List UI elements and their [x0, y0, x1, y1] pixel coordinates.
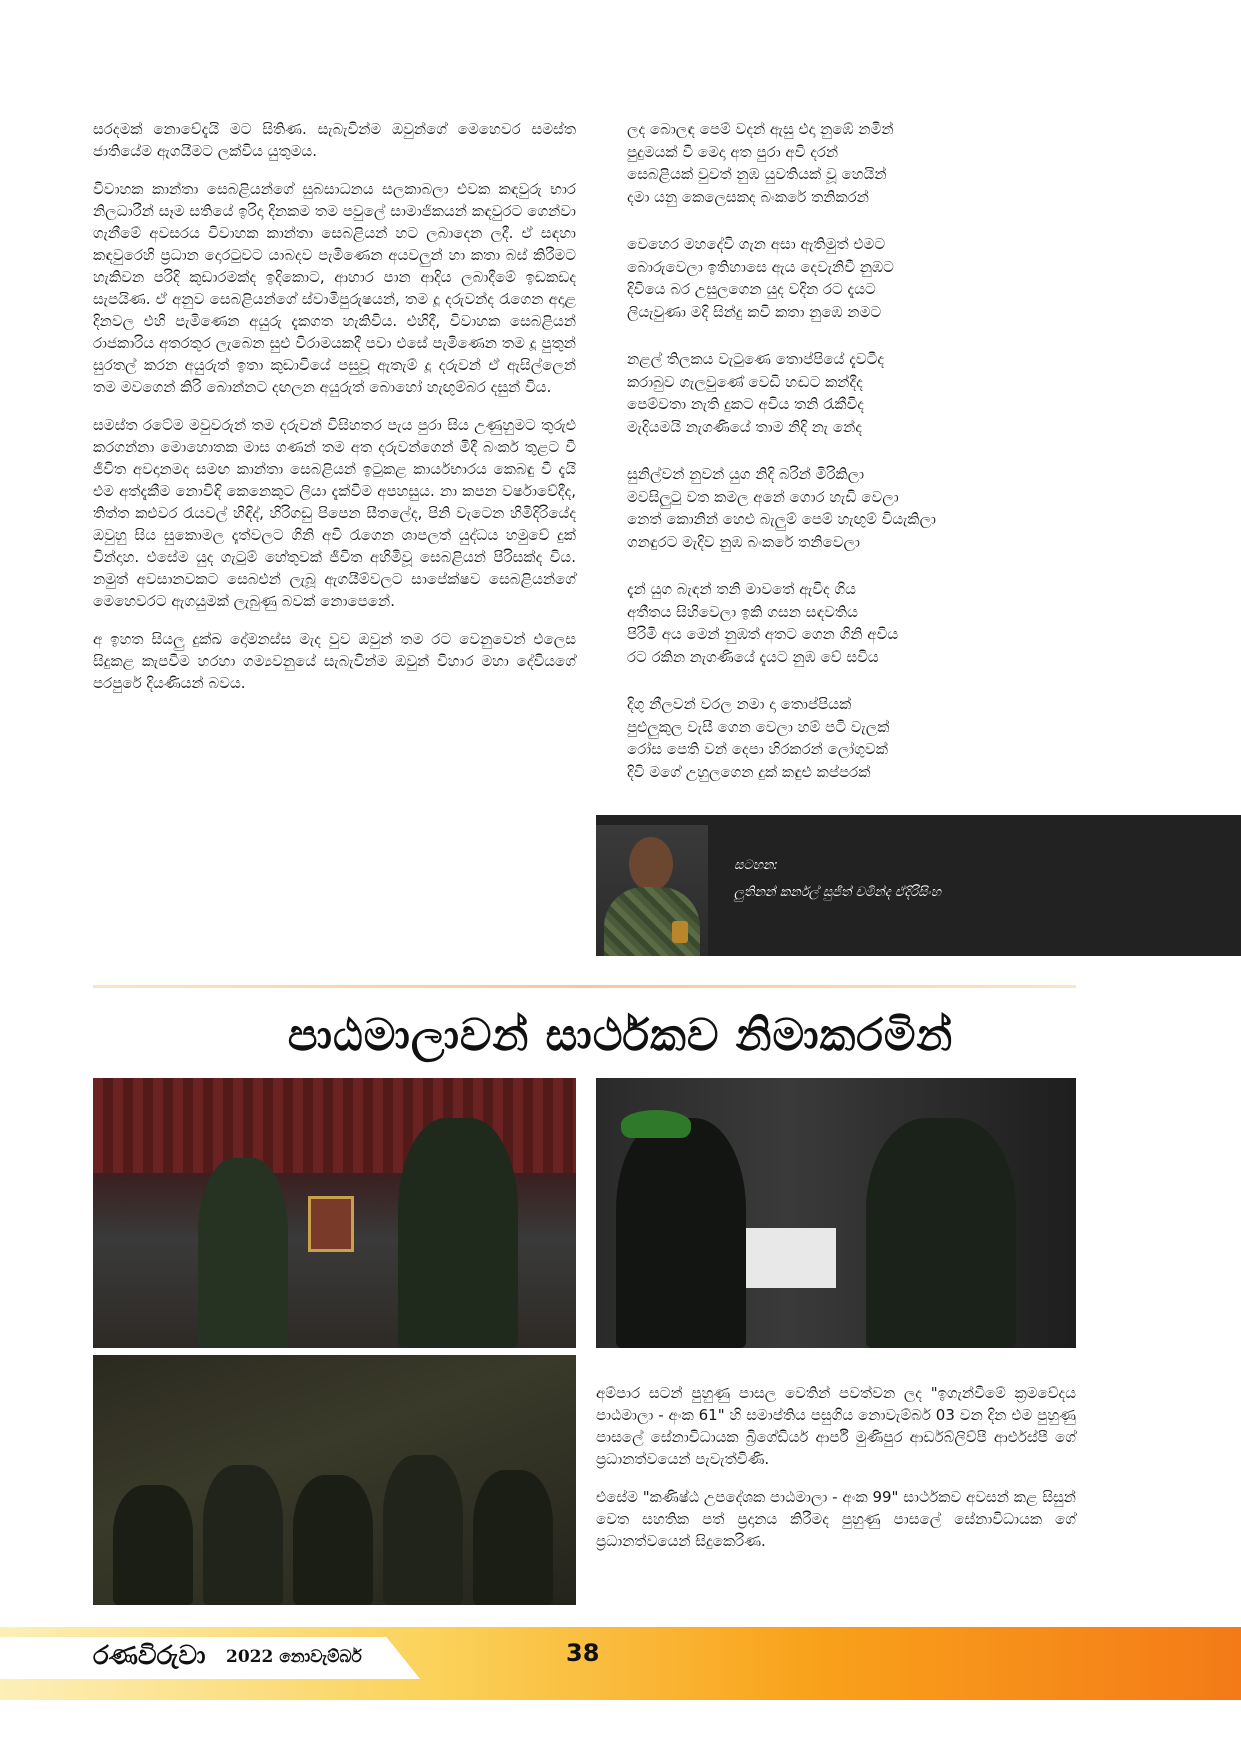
section-headline: පාඨමාලාවන් සාර්ථකව නිමාකරමින් — [287, 1010, 954, 1061]
author-photo-head — [629, 837, 673, 891]
article-paragraph: සමස්ත රටේම මවුවරුන් තම දරුවන් විසිහතර පැය පුරා සිය උණුහුමට තුරුළු කරගන්නා මොහොතක මාස ගණන් තම අත දරුවන්ගෙන් මිදී බංකර් තුළට වී ජීවිත අවදානමද සමඟ කාන්තා සෙබළියන් ඉටුකළ කාර්යභාරය කෙබඳු වී දැයි එම අත්දැකීම නොවිඳි කෙනෙකුට ලියා දැක්වීම අපහසුය. නා කපන වර්ෂාවේදීද, තිත්ත කළුවර රැයවල් හිඳිද්, හිරිගඩු පිපෙන සීතලේද, පිනි වැටෙන හිමිදිරියේද ඔවුහු සිය සුකොමල දෑත්වලට ගිනි අවි රැගෙන ශාපලත් යුද්ධය හමුවේ දුක් වින්දාහ. එසේම යුද ගැටුම් හේතුවක් ජීවිත අහිමිවූ සෙබළියන් පිරිසක්ද විය. නමුත් අවසානවකට සෙබළුන් ලැබූ ඇගයීම්වලට සාපේක්ෂව සෙබළියන්ගේ මෙහෙවරට ඇගයුමක් ලැබුණු බවක් නොපෙනේ. — [93, 416, 576, 610]
poem-line: අතීතය සිහිවෙලා ඉකි ගසන සඳවතිය — [627, 602, 858, 621]
photo-audience-member — [473, 1470, 553, 1605]
poem-line: වෙහෙර මහදේවි ගැන අසා ඇතිමුත් එමට — [627, 235, 886, 253]
photo-audience-member — [293, 1475, 373, 1605]
poem-line: නෙත් කොනින් හෙළු බැලුම් පෙම් හැඟුම් වියැකිලා — [627, 510, 936, 528]
poem-line: දැන් යුග බැඳන් තනි මාවතේ ඇවිද ගිය — [627, 580, 856, 598]
poem-line: සෙබළියක් වුවත් නුඹ යුවතියක් වූ හෙයින් — [627, 165, 887, 183]
photo-figure-officer — [398, 1118, 518, 1348]
poem-line: රට රකින නැගණියේ දැයට නුඹ වේ සවිය — [627, 647, 879, 666]
poem-line: දිවියෙ බර උසුලගෙන යුද වදින රට දැයට — [627, 280, 876, 298]
poem-line: රෝස පෙති වන් දෙපා හිරකරන් ලෝගුවක් — [627, 740, 888, 758]
photo-audience-member — [113, 1485, 193, 1605]
author-label: සටහන: — [734, 858, 778, 873]
article-paragraph: විවාහක කාන්තා සෙබළියන්ගේ සුබසාධනය සලකාබලා එවක කඳවුරු භාර නිලධාරීන් සෑම සතියේ ඉරිදා දිනකම තම පවුලේ සාමාජිකයන් කඳවුරට ගෙන්වා ගැනීමේ අවසරය විවාහක කාන්තා සෙබළියන් හට ලබාදෙන ලදී. ඒ සඳහා කඳවුරෙහි ප්‍රධාන දොරටුවට යාබදව පැමිණෙන අයවලුන් හා කතා බස් කිරීමට හැකිවන පරිදි කුඩාරමක්ද ඉදිකොට, ආහාර පාන ආදිය ලබාදීමේ ඉඩකඩද සැපයිණ. ඒ අනුව සෙබළියන්ගේ ස්වාමිපුරුෂයන්, තම දූ දරුවන්ද රැගෙන අදාළ දිනවල එහි පැමිණෙන අයුරු දැකගත හැකිවිය. එහිදී, විවාහක සෙබළියන් රාජකාරිය අතරතුර ලැබෙන සුළු විරාමයකදී පවා එසේ පැමිණෙන තම දූ පුතුන් සුරතල් කරන අයුරුත් ඉතා කුඩාවියේ පසුවූ ඇතැම් දූ දරුවන් ඒ ඇසිල්ලෙන් තම මවගෙන් කිරි බොන්නට දඟලන අයුරුත් බොහෝ හැඟුම්බර දසුන් විය. — [93, 180, 576, 396]
poem-stanza — [627, 233, 1067, 323]
poem-stanza — [627, 463, 1067, 553]
caption-paragraph: අම්පාර සටන් පුහුණු පාසල වෙතින් පවත්වන ලද "ඉගැන්වීමේ ක්‍රමවේදය පාඨමාලා - අංක 61" හි සමාප්තිය පසුගිය නොවැම්බර් 03 වන දින එම පුහුණු පාසලේ සේනාවිධායක බ්‍රිගේඩියර් ආර්පී මුණිපුර ආර්ඩබ්ලිව්පී ආර්එස්පී ගේ ප්‍රධානත්වයෙන් පැවැත්විණි. — [596, 1384, 1076, 1468]
poem-line: මැදියමයි නැගණියේ තාම නිදි නැ නේද — [627, 417, 862, 436]
magazine-brand: රණවිරුවා — [93, 1641, 206, 1671]
page-number: 38 — [566, 1639, 600, 1667]
poem-line: දිවි මගේ උහුලගෙන දුක් කඳුළු කප්පරක් — [627, 762, 871, 781]
photo-audience-member — [203, 1465, 283, 1605]
photo-caption — [596, 1382, 1076, 1568]
poem-line: සුනිල්වන් නුවන් යුග නිදි බරින් මිරිකිලා — [627, 465, 865, 483]
article-paragraph: අ ඉහත සියලු දුක්ඛ දෝමනස්ස මැද වුව ඔවුන් තම රට වෙනුවෙන් එලෙස සිදුකළ කැපවීම හරහා ගම්‍යවනුයේ සැබැවින්ම ඔවුන් විහාර මහා දේවියගේ පරපුරේ දියණියන් බවය. — [93, 630, 576, 692]
poem-line: බොරුවෙලා ඉතිහාසෙ ඇය දෙවැනිවී නුඹට — [627, 257, 894, 276]
photo-plaque — [308, 1196, 354, 1252]
author-credit-band — [596, 815, 1241, 956]
photo-figure-student — [616, 1118, 746, 1348]
poem-stanza — [627, 348, 1067, 438]
poem-line: පුදුමයක් වී මෙදා අත පුරා අවි දරන් — [627, 142, 839, 161]
photo-audience-member — [383, 1455, 463, 1605]
photo-audience — [93, 1355, 576, 1605]
article-paragraph: සරදමක් නොවේදැයි මට සිතිණ. සැබැවින්ම ඔවුන්ගේ මෙහෙවර සමස්ත ජාතියේම ඇගයීමට ලක්විය යුතුමය. — [93, 120, 576, 160]
poem-line: නළල් තිලකය වැටුණෙ තොප්පියේ දැවටීද — [627, 350, 885, 368]
poem-line: මවසිලුටු වත කමල අනේ ගොර හැඩි වෙලා — [627, 487, 899, 506]
photo-green-beret — [621, 1110, 691, 1138]
author-photo-badge — [672, 921, 688, 943]
page-footer — [0, 1627, 1241, 1700]
poem-stanza — [627, 693, 1067, 783]
author-photo — [596, 825, 708, 956]
photo-figure-recipient — [198, 1158, 288, 1348]
poem-line: කරාබුව ගැලවුණේ වෙඩි හඬට කන්දීද — [627, 372, 863, 391]
poem — [627, 118, 1067, 808]
poem-line: ගනඳුරට මැදිව නුඹ බංකරේ තනිවෙලා — [627, 532, 860, 551]
poem-line: පුළුලුකුල වැසී ගෙන වෙලා හම් පටි වැලක් — [627, 717, 890, 736]
poem-line: දමා යනු කෙලෙසකද බංකරේ තනිකරන් — [627, 187, 869, 206]
caption-paragraph: එසේම "කණිෂ්ඨ උපදේශක පාඨමාලා - අංක 99" සාර්ථකව අවසන් කළ සිසුන් වෙත සහතික පත් ප්‍රදානය කිරීමද පුහුණු පාසලේ සේනාවිධායක ගේ ප්‍රධානත්වයෙන් සිදුකෙරිණ. — [596, 1488, 1076, 1550]
poem-stanza — [627, 578, 1067, 668]
photo-figure-officer — [866, 1118, 1016, 1348]
poem-line: දිගු නීලවන් වරල නමා දා තොප්පියක් — [627, 695, 852, 713]
poem-stanza — [627, 118, 1067, 208]
section-divider — [93, 985, 1076, 988]
photo-award-presentation — [93, 1078, 576, 1348]
poem-line: පෙම්වතා නැති දුකට අවිය තනි රැකීවිද — [627, 395, 864, 413]
article-left-column — [93, 118, 576, 710]
poem-line: ලද බොලඳ පෙම් වදන් ඇසු එදා නුඹේ නමින් — [627, 120, 894, 138]
issue-date: 2022 නොවැම්බර් — [226, 1647, 362, 1667]
author-name: ලුතිනන් කර්නල් සුජිත් චමින්ද ඒදිරිසිංහ — [734, 885, 941, 900]
photo-certificate — [746, 1228, 836, 1288]
poem-line: ලියැවුණා මදි සින්දු කවි කතා නුඹෙ නමට — [627, 302, 882, 321]
photo-certificate-presentation — [596, 1078, 1076, 1348]
poem-line: පිරිමි අය මෙන් නුඹත් අතට ගෙන ගිනි අවිය — [627, 625, 899, 643]
